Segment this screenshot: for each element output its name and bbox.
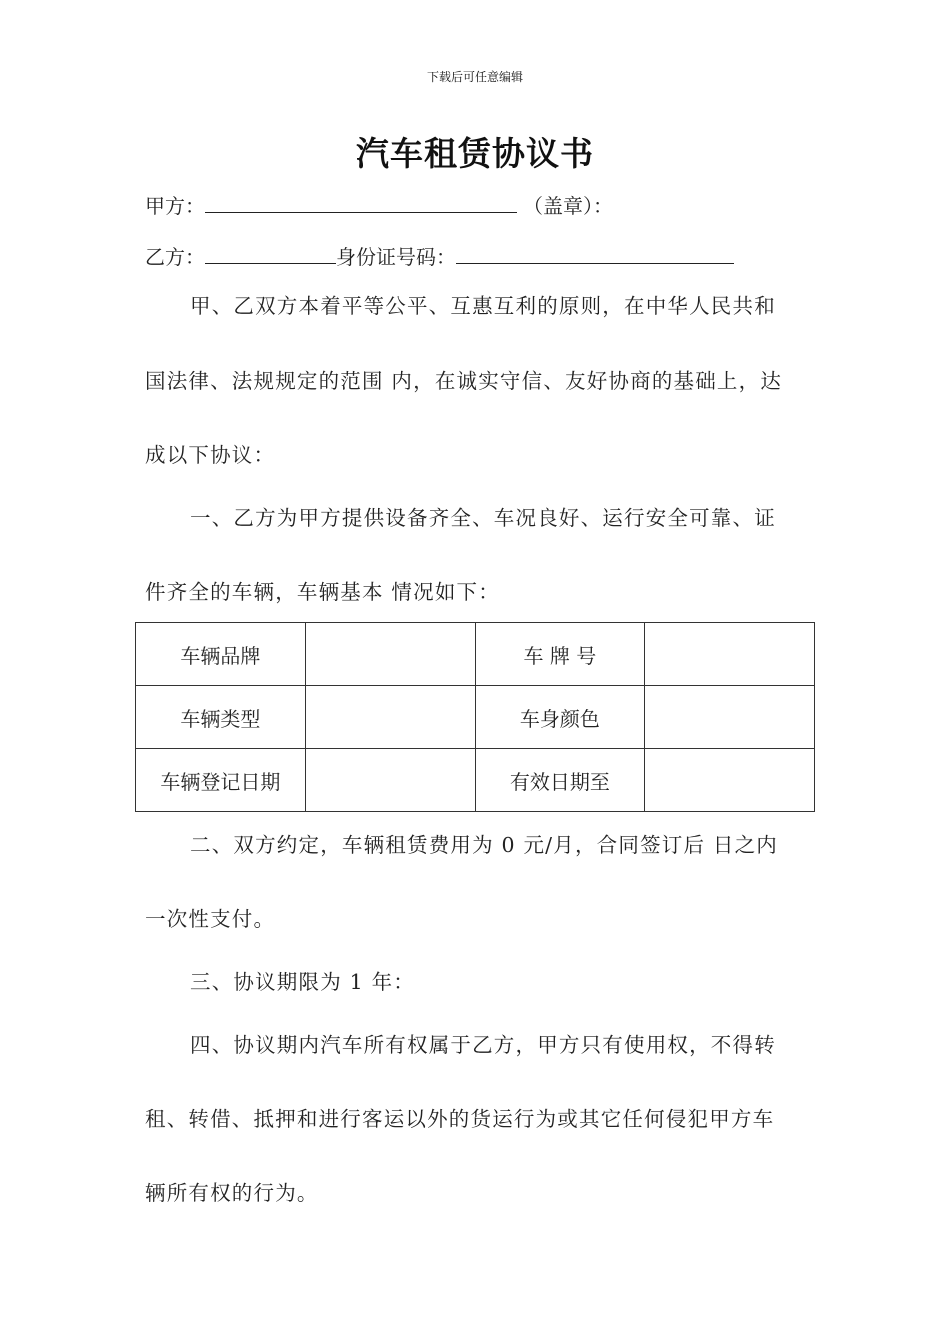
body-color-value[interactable] (645, 686, 815, 749)
table-row (136, 623, 815, 686)
clause-1-line-2: 件齐全的车辆，车辆基本 情况如下： (145, 580, 500, 604)
party-b-name-blank[interactable] (205, 245, 336, 264)
table-row (136, 749, 815, 812)
vehicle-type-label: 车辆类型 (136, 686, 306, 749)
clause-4-line-2: 租、转借、抵押和进行客运以外的货运行为或其它任何侵犯甲方车 (145, 1107, 775, 1131)
header-note: 下载后可任意编辑 (426, 70, 523, 84)
party-a-label: 甲方： (145, 194, 205, 218)
plate-number-label: 车 牌 号 (475, 623, 645, 686)
valid-until-label: 有效日期至 (475, 749, 645, 812)
intro-line-1: 甲、乙双方本着平等公平、互惠互利的原则，在中华人民共和 (190, 294, 776, 318)
clause-2-line-1: 二、双方约定，车辆租赁费用为 0 元/月，合同签订后 日之内 (190, 833, 778, 857)
clause-4-line-1: 四、协议期内汽车所有权属于乙方，甲方只有使用权，不得转 (190, 1033, 776, 1057)
clause-3-line-1: 三、协议期限为 1 年： (190, 970, 415, 994)
clause-1-line-1: 一、乙方为甲方提供设备齐全、车况良好、运行安全可靠、证 (190, 506, 776, 530)
clause-2-line-2: 一次性支付。 (145, 907, 276, 931)
vehicle-info-table (135, 622, 815, 812)
vehicle-brand-label: 车辆品牌 (136, 623, 306, 686)
registration-date-label: 车辆登记日期 (136, 749, 306, 812)
party-a-seal-label: （盖章）： (523, 194, 613, 218)
registration-date-value[interactable] (305, 749, 475, 812)
document-title: 汽车租赁协议书 (356, 134, 594, 173)
id-number-blank[interactable] (456, 245, 734, 264)
valid-until-value[interactable] (645, 749, 815, 812)
intro-line-2: 国法律、法规规定的范围 内，在诚实守信、友好协商的基础上，达 (145, 369, 783, 393)
party-a-line (145, 190, 613, 219)
vehicle-type-value[interactable] (305, 686, 475, 749)
table-row (136, 686, 815, 749)
id-number-label: 身份证号码： (336, 245, 456, 269)
clause-4-line-3: 辆所有权的行为。 (145, 1181, 319, 1205)
vehicle-brand-value[interactable] (305, 623, 475, 686)
party-b-label: 乙方： (145, 245, 205, 269)
intro-line-3: 成以下协议： (145, 443, 276, 467)
body-color-label: 车身颜色 (475, 686, 645, 749)
party-b-line (145, 241, 734, 270)
party-a-blank[interactable] (205, 194, 517, 213)
plate-number-value[interactable] (645, 623, 815, 686)
